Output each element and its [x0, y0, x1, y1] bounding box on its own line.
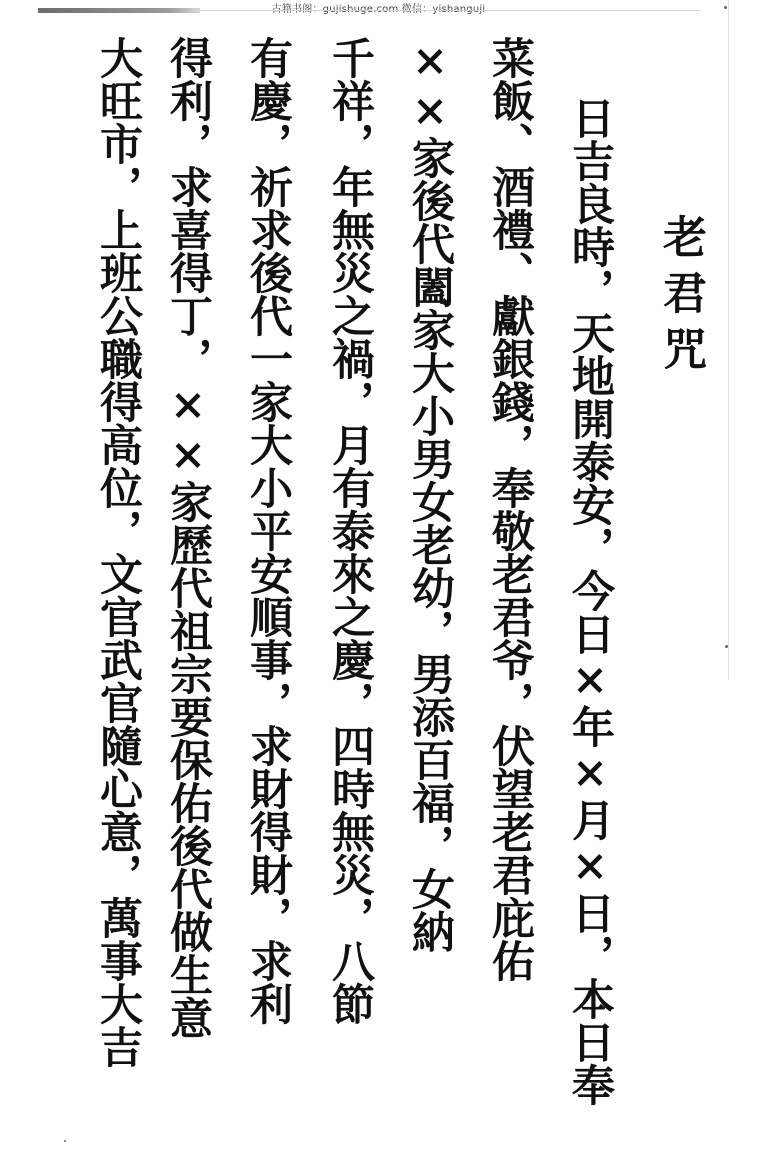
text-column-3: ××家後代闔家大小男女老幼，男添百福，女納	[405, 36, 455, 953]
page-speck	[725, 645, 728, 648]
text-column-5: 有慶，祈求後代一家大小平安順事，求財得財，求利	[243, 36, 293, 1025]
top-rule	[38, 8, 200, 13]
page-title: 老君咒	[655, 214, 706, 382]
page-right-edge	[728, 0, 729, 680]
text-column-6: 得利，求喜得丁，××家歷代祖宗要保佑後代做生意	[163, 36, 213, 1039]
text-column-1: 日吉良時，天地開泰安，今日×年×月×日，本日奉	[565, 96, 615, 1106]
text-column-7: 大旺市，上班公職得高位，文官武官隨心意，萬事大吉	[93, 36, 143, 1068]
text-column-4: 千祥，年無災之禍，月有泰來之慶，四時無災，八節	[325, 36, 375, 1025]
top-rule-faint	[200, 10, 700, 11]
text-column-2: 菜飯、酒禮、獻銀錢，奉敬老君爷，伏望老君庇佑	[485, 36, 535, 982]
page-speck	[64, 1140, 66, 1142]
page-speck	[724, 6, 727, 9]
